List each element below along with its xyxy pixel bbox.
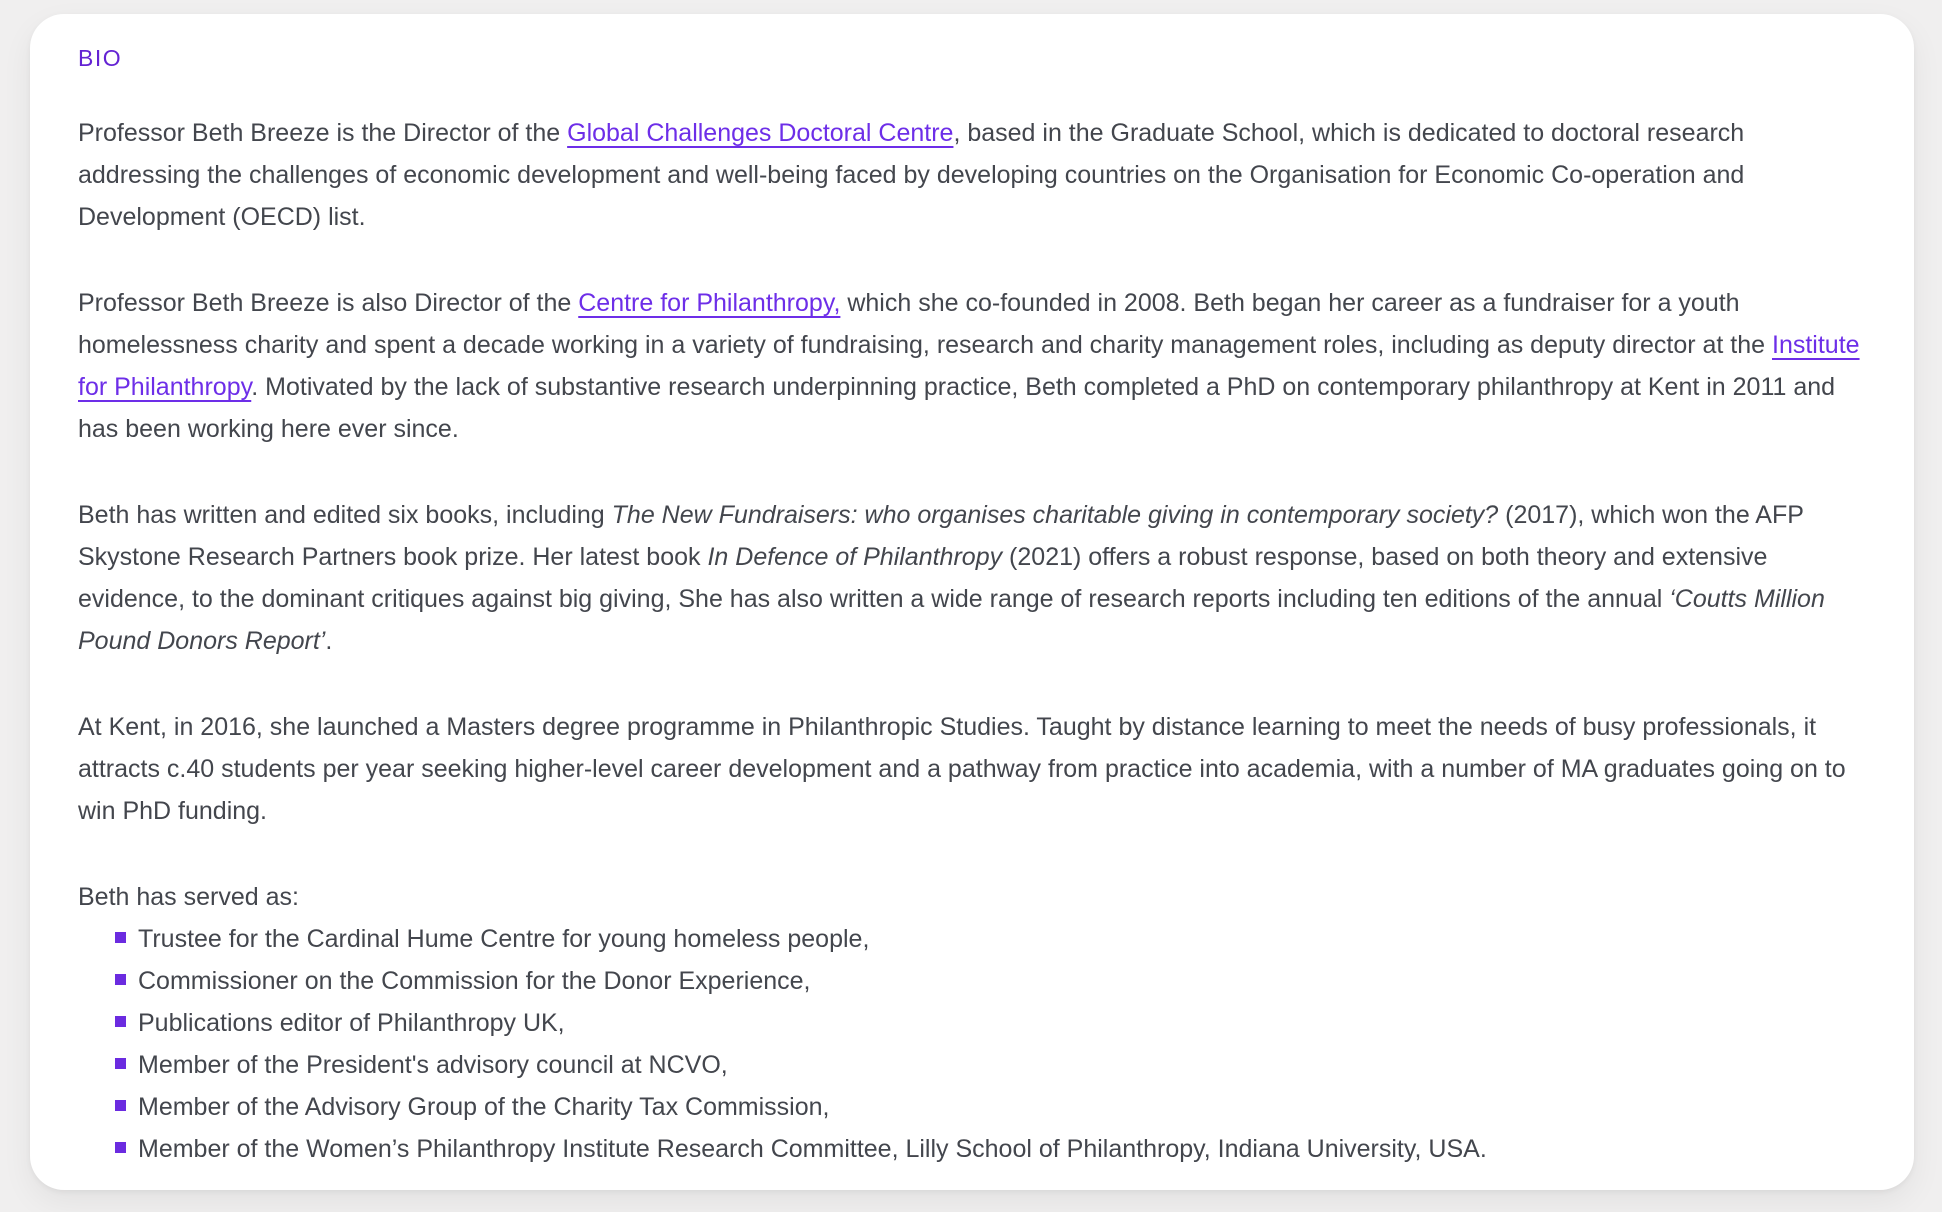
- bio-link[interactable]: Institute for Philanthropy: [78, 331, 1860, 401]
- text-segment: . Motivated by the lack of substantive research underpinning practice, Beth completed a PhD on contemporary philanthropy at Kent in 2011 and has been working here ever since.: [78, 373, 1836, 443]
- served-list-item: [78, 1044, 1866, 1086]
- served-item-text: Publications editor of Philanthropy UK,: [138, 1009, 565, 1037]
- served-list: [78, 918, 1866, 1170]
- bullet-square-icon: [115, 932, 126, 943]
- bullet-square-icon: [115, 974, 126, 985]
- served-item-text: Member of the Advisory Group of the Charity Tax Commission,: [138, 1093, 830, 1121]
- bio-link[interactable]: Global Challenges Doctoral Centre: [567, 119, 954, 147]
- served-list-item: [78, 960, 1866, 1002]
- bio-paragraph: [78, 282, 1866, 450]
- served-item-text: Member of the Women’s Philanthropy Institute Research Committee, Lilly School of Philanthropy, Indiana University, USA.: [138, 1135, 1487, 1163]
- book-title: The New Fundraisers: who organises charitable giving in contemporary society?: [611, 501, 1499, 529]
- served-intro: Beth has served as:: [78, 883, 299, 911]
- bullet-square-icon: [115, 1142, 126, 1153]
- bio-paragraph: [78, 112, 1866, 238]
- served-item-text: Commissioner on the Commission for the Donor Experience,: [138, 967, 811, 995]
- bullet-square-icon: [115, 1058, 126, 1069]
- bio-paragraphs: [78, 112, 1866, 832]
- text-segment: .: [325, 627, 333, 655]
- text-segment: which she co-founded in 2008. Beth began her career as a fundraiser for a youth homelessness charity and spent a decade working in a variety of fundraising, research and charity management roles, including as deputy director at the: [78, 289, 1772, 359]
- served-list-item: [78, 1128, 1866, 1170]
- book-title: ‘Coutts Million Pound Donors Report’: [78, 585, 1825, 655]
- bio-card: [30, 14, 1914, 1190]
- text-segment: Professor Beth Breeze is the Director of the: [78, 119, 568, 147]
- served-list-item: [78, 1086, 1866, 1128]
- text-segment: (2017), which won the AFP Skystone Research Partners book prize. Her latest book: [78, 501, 1804, 571]
- bullet-square-icon: [115, 1016, 126, 1027]
- text-segment: (2021) offers a robust response, based on both theory and extensive evidence, to the dominant critiques against big giving, She has also written a wide range of research reports including ten editions of the annual: [78, 543, 1768, 613]
- served-item-text: Trustee for the Cardinal Hume Centre for young homeless people,: [138, 925, 870, 953]
- book-title: In Defence of Philanthropy: [707, 543, 1003, 571]
- bullet-square-icon: [115, 1100, 126, 1111]
- served-list-item: [78, 918, 1866, 960]
- bio-heading: BIO: [78, 45, 123, 71]
- text-segment: Beth has written and edited six books, including: [78, 501, 612, 529]
- served-item-text: Member of the President's advisory council at NCVO,: [138, 1051, 728, 1079]
- text-segment: , based in the Graduate School, which is dedicated to doctoral research addressing the challenges of economic development and well-being faced by developing countries on the Organisation for Economic Co-operation and Development (OECD) list.: [78, 119, 1745, 231]
- text-segment: At Kent, in 2016, she launched a Masters degree programme in Philanthropic Studies. Taught by distance learning to meet the needs of busy professionals, it attracts c.40 students per year seeking higher-level career development and a pathway from practice into academia, with a number of MA graduates going on to win PhD funding.: [78, 713, 1846, 825]
- served-list-item: [78, 1002, 1866, 1044]
- bio-link[interactable]: Centre for Philanthropy,: [578, 289, 841, 317]
- bio-paragraph: [78, 494, 1866, 662]
- text-segment: Professor Beth Breeze is also Director of the: [78, 289, 579, 317]
- bio-paragraph: [78, 706, 1866, 832]
